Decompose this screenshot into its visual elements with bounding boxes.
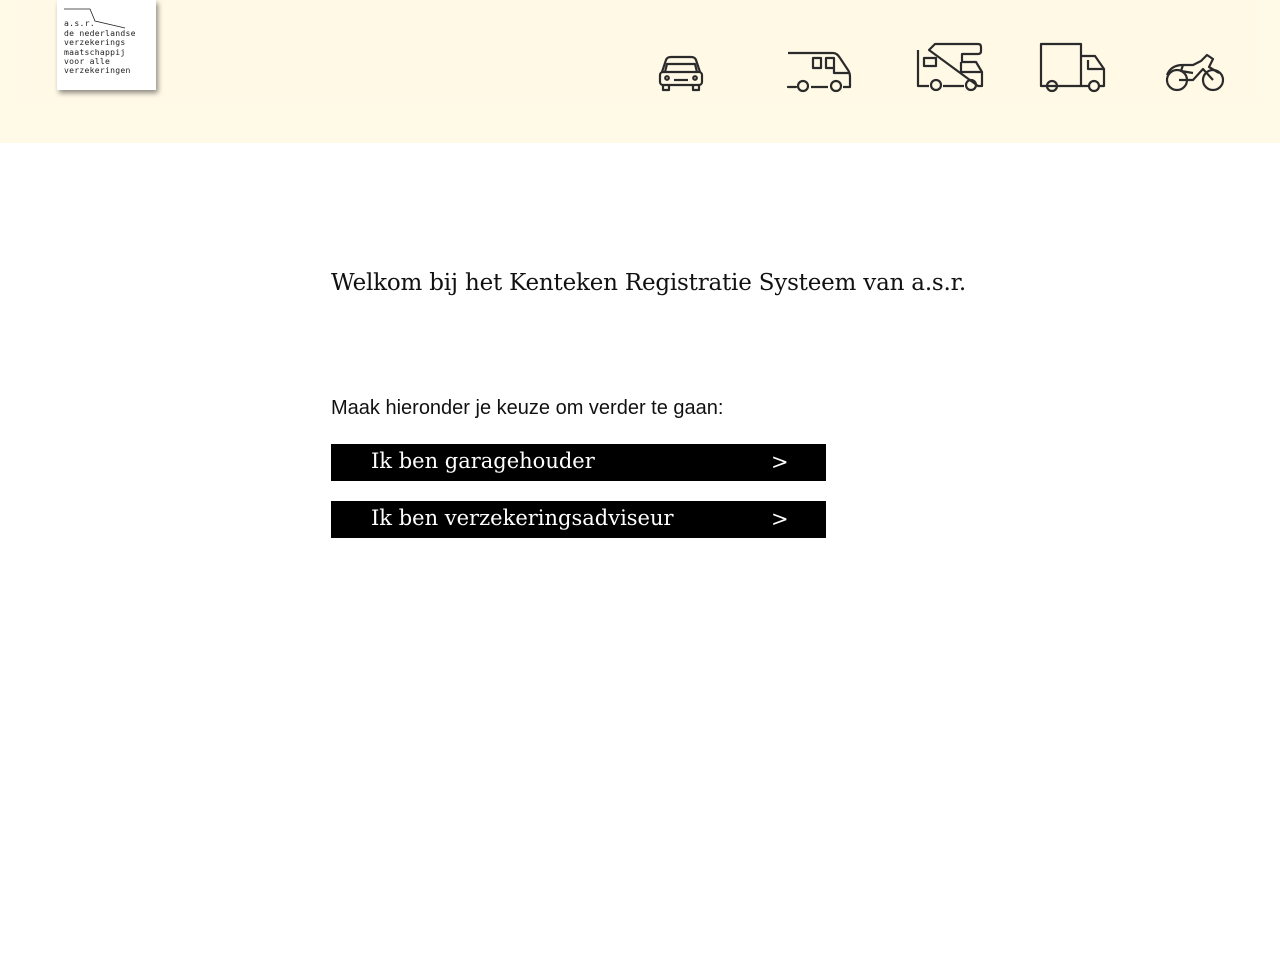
verzekeringsadviseur-button-label: Ik ben verzekeringsadviseur	[371, 506, 674, 530]
car-icon[interactable]	[657, 54, 705, 92]
logo-text-line: voor alle	[64, 55, 111, 66]
verzekeringsadviseur-button[interactable]	[331, 501, 826, 538]
camper-icon[interactable]	[915, 42, 985, 92]
chevron-right-icon: >	[771, 507, 789, 531]
motorcycle-icon[interactable]	[1163, 53, 1227, 93]
garagehouder-button[interactable]	[331, 444, 826, 481]
asr-logo[interactable]	[57, 0, 156, 90]
van-icon[interactable]	[785, 49, 853, 93]
truck-icon[interactable]	[1038, 41, 1108, 93]
logo-text-line: de nederlandse	[64, 28, 136, 38]
logo-asr-text: a.s.r.	[64, 18, 96, 28]
logo-text-block	[64, 29, 136, 75]
header	[0, 0, 1280, 143]
logo-text-line: verzekerings	[64, 37, 126, 48]
chevron-right-icon: >	[771, 450, 789, 474]
logo-text-line: verzekeringen	[64, 65, 131, 76]
garagehouder-button-label: Ik ben garagehouder	[371, 449, 595, 473]
choice-prompt: Maak hieronder je keuze om verder te gaan:	[331, 397, 724, 419]
welcome-heading: Welkom bij het Kenteken Registratie Systeem van a.s.r.	[331, 270, 967, 296]
logo-text-line: maatschappij	[64, 46, 126, 57]
